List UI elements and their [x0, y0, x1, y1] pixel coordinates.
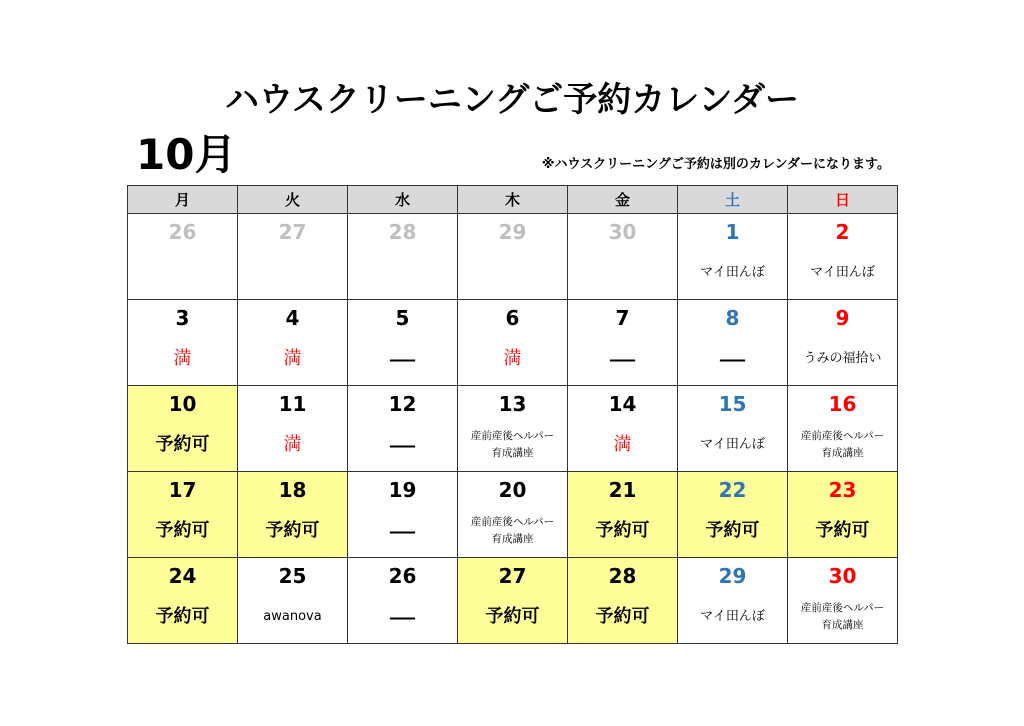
available-label: 予約可: [815, 520, 870, 541]
day-cell: [128, 386, 237, 471]
day-cell: [238, 472, 347, 557]
day-note: [568, 341, 677, 377]
weekday-header: 月: [128, 186, 237, 213]
event-label: マイ田んぼ: [810, 265, 875, 280]
weekday-header: 土: [678, 186, 787, 213]
day-number: 9: [835, 306, 850, 330]
day-note: [788, 599, 897, 635]
event-label: マイ田んぼ: [700, 265, 765, 280]
event-label: 産前産後ヘルパー: [800, 602, 885, 614]
day-number: 14: [608, 392, 637, 416]
available-label: 予約可: [155, 520, 210, 541]
day-number: 15: [718, 392, 747, 416]
day-cell: [348, 300, 457, 385]
day-number: 6: [505, 306, 520, 330]
day-number: 11: [278, 392, 307, 416]
day-cell: [128, 214, 237, 299]
day-cell: [348, 558, 457, 643]
day-cell: [128, 472, 237, 557]
day-cell: [568, 214, 677, 299]
day-number: 29: [718, 564, 747, 588]
event-label: 産前産後ヘルパー: [800, 430, 885, 442]
available-label: 予約可: [265, 520, 320, 541]
day-number: 26: [168, 220, 197, 244]
day-cell: [238, 386, 347, 471]
month-label: 10月: [136, 130, 237, 179]
event-label: 産前産後ヘルパー: [470, 516, 555, 528]
day-number: 30: [828, 564, 857, 588]
day-cell: [678, 558, 787, 643]
day-cell: [128, 558, 237, 643]
day-cell: [128, 300, 237, 385]
day-note: [678, 255, 787, 291]
available-label: 予約可: [485, 606, 540, 627]
day-number: 19: [388, 478, 417, 502]
full-label: 満: [613, 434, 632, 455]
day-note: [238, 255, 347, 291]
day-cell: [458, 472, 567, 557]
day-note: [568, 427, 677, 463]
day-number: 23: [828, 478, 857, 502]
day-number: 2: [835, 220, 850, 244]
event-label: 育成講座: [491, 533, 534, 545]
day-cell: [458, 386, 567, 471]
closed-dash: —: [388, 514, 417, 547]
day-note: [788, 513, 897, 549]
day-note: [788, 341, 897, 377]
day-note: [128, 255, 237, 291]
day-cell: [568, 300, 677, 385]
day-cell: [348, 386, 457, 471]
closed-dash: —: [608, 342, 637, 375]
day-note: [458, 513, 567, 549]
day-number: 17: [168, 478, 197, 502]
day-note: [348, 599, 457, 635]
event-label: 産前産後ヘルパー: [470, 430, 555, 442]
day-note: [238, 599, 347, 635]
day-note: [348, 513, 457, 549]
day-cell: [788, 300, 897, 385]
day-note: [128, 599, 237, 635]
notice-text: ※ハウスクリーニングご予約は別のカレンダーになります。: [541, 157, 890, 172]
day-cell: [348, 472, 457, 557]
day-cell: [678, 214, 787, 299]
day-cell: [458, 300, 567, 385]
day-cell: [788, 386, 897, 471]
day-number: 3: [175, 306, 190, 330]
day-note: [678, 513, 787, 549]
day-note: [568, 255, 677, 291]
day-cell: [568, 386, 677, 471]
day-cell: [788, 558, 897, 643]
day-cell: [238, 214, 347, 299]
day-cell: [678, 472, 787, 557]
available-label: 予約可: [155, 606, 210, 627]
day-number: 18: [278, 478, 307, 502]
day-cell: [678, 300, 787, 385]
available-label: 予約可: [595, 520, 650, 541]
day-note: [348, 341, 457, 377]
full-label: 満: [173, 348, 192, 369]
available-label: 予約可: [595, 606, 650, 627]
day-number: 16: [828, 392, 857, 416]
closed-dash: —: [718, 342, 747, 375]
weekday-header: 火: [238, 186, 347, 213]
day-number: 28: [608, 564, 637, 588]
day-number: 1: [725, 220, 740, 244]
day-number: 20: [498, 478, 527, 502]
day-cell: [238, 300, 347, 385]
day-cell: [348, 214, 457, 299]
day-cell: [788, 472, 897, 557]
day-number: 12: [388, 392, 417, 416]
day-number: 21: [608, 478, 637, 502]
day-number: 4: [285, 306, 300, 330]
day-note: [458, 427, 567, 463]
event-label: うみの福拾い: [803, 351, 882, 366]
closed-dash: —: [388, 428, 417, 461]
day-note: [678, 341, 787, 377]
day-note: [458, 255, 567, 291]
event-label: マイ田んぼ: [700, 437, 765, 452]
day-number: 7: [615, 306, 630, 330]
full-label: 満: [503, 348, 522, 369]
day-note: [128, 513, 237, 549]
day-number: 13: [498, 392, 527, 416]
day-note: [238, 427, 347, 463]
closed-dash: —: [388, 342, 417, 375]
day-note: [128, 427, 237, 463]
day-number: 5: [395, 306, 410, 330]
day-note: [678, 427, 787, 463]
day-cell: [788, 214, 897, 299]
day-number: 27: [278, 220, 307, 244]
event-label: 育成講座: [821, 447, 864, 459]
event-label: awanova: [263, 609, 322, 624]
day-number: 26: [388, 564, 417, 588]
day-cell: [238, 558, 347, 643]
day-note: [128, 341, 237, 377]
weekday-header: 日: [788, 186, 897, 213]
day-note: [348, 427, 457, 463]
day-number: 22: [718, 478, 747, 502]
day-note: [678, 599, 787, 635]
weekday-header: 金: [568, 186, 677, 213]
available-label: 予約可: [155, 434, 210, 455]
day-note: [348, 255, 457, 291]
day-cell: [458, 214, 567, 299]
day-cell: [568, 472, 677, 557]
day-number: 10: [168, 392, 197, 416]
day-cell: [458, 558, 567, 643]
day-cell: [678, 386, 787, 471]
day-number: 27: [498, 564, 527, 588]
day-number: 30: [608, 220, 637, 244]
day-number: 8: [725, 306, 740, 330]
closed-dash: —: [388, 600, 417, 633]
day-note: [568, 599, 677, 635]
day-number: 28: [388, 220, 417, 244]
event-label: 育成講座: [491, 447, 534, 459]
full-label: 満: [283, 348, 302, 369]
day-note: [238, 513, 347, 549]
day-note: [238, 341, 347, 377]
event-label: 育成講座: [821, 619, 864, 631]
full-label: 満: [283, 434, 302, 455]
day-note: [458, 599, 567, 635]
day-number: 24: [168, 564, 197, 588]
weekday-header: 水: [348, 186, 457, 213]
day-cell: [568, 558, 677, 643]
event-label: マイ田んぼ: [700, 609, 765, 624]
day-note: [458, 341, 567, 377]
weekday-header: 木: [458, 186, 567, 213]
page-title: ハウスクリーニングご予約カレンダー: [224, 80, 800, 120]
day-note: [568, 513, 677, 549]
day-number: 25: [278, 564, 307, 588]
available-label: 予約可: [705, 520, 760, 541]
day-note: [788, 255, 897, 291]
calendar-grid: [127, 185, 898, 644]
day-note: [788, 427, 897, 463]
day-number: 29: [498, 220, 527, 244]
